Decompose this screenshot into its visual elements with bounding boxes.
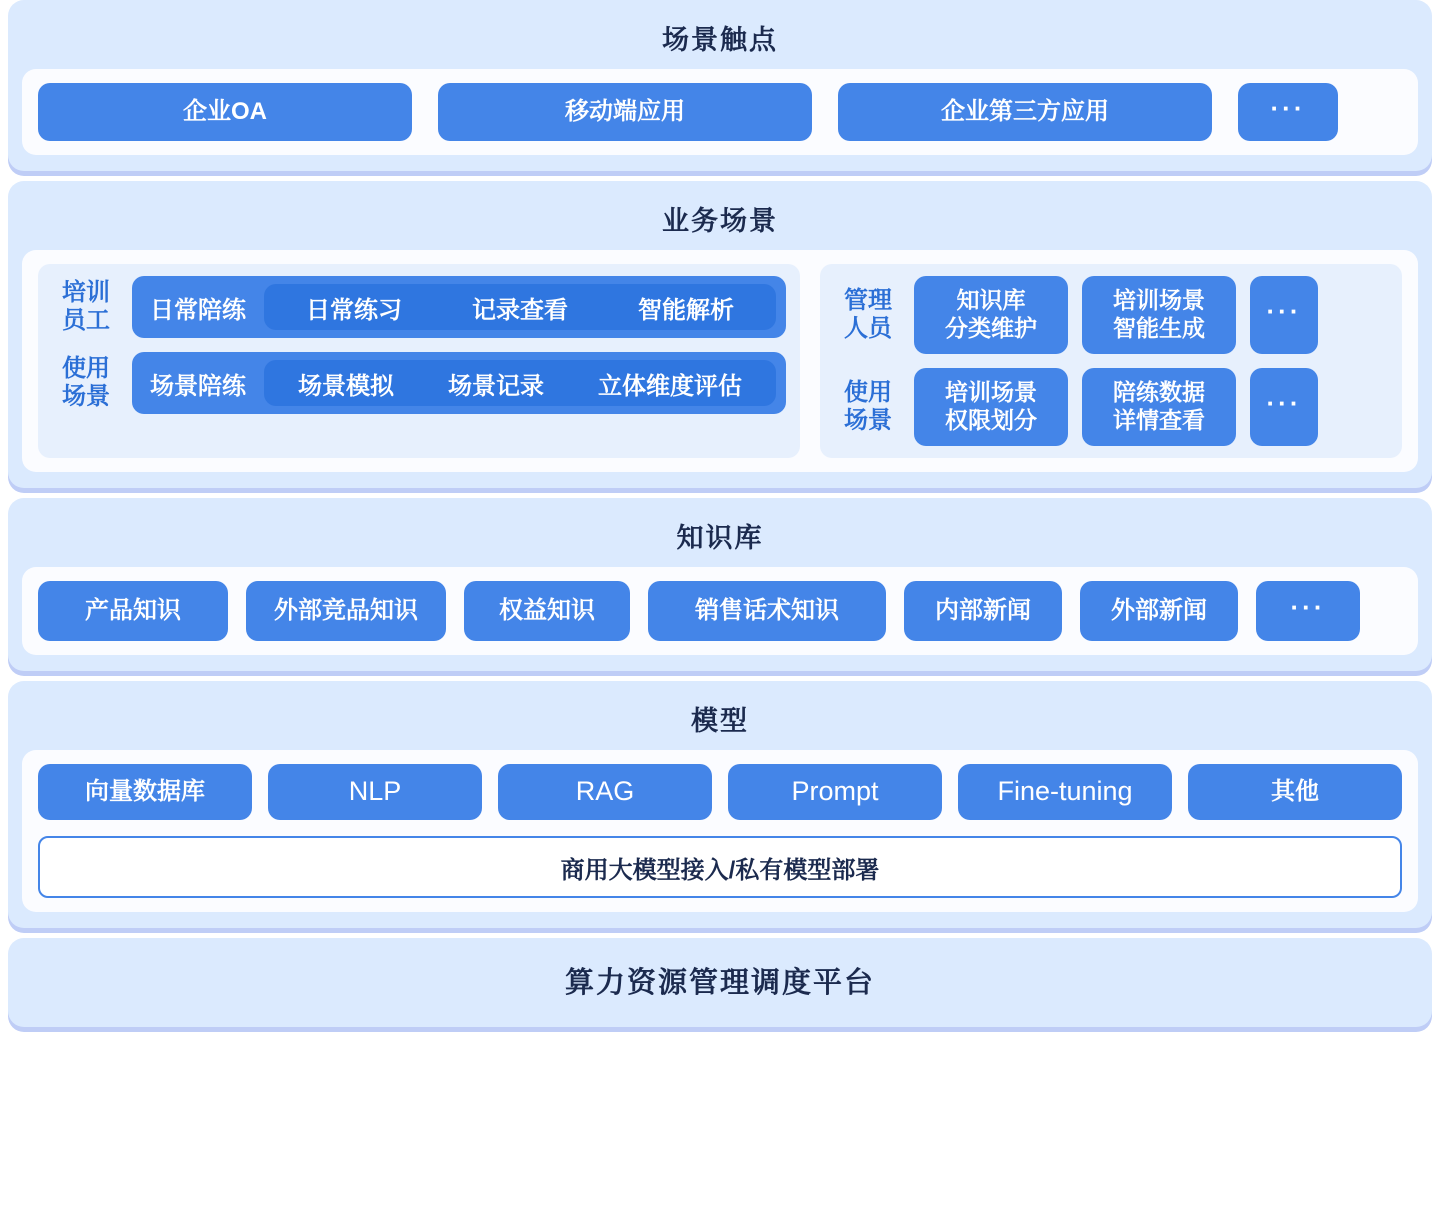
model-item-vector-db[interactable]: 向量数据库	[38, 764, 252, 820]
scene-label-usage-scene-right	[834, 368, 902, 446]
layer-title-compute-platform: 算力资源管理调度平台	[564, 967, 875, 999]
touchpoint-item-oa[interactable]: 企业OA	[38, 83, 412, 141]
kb-item-internal-news[interactable]: 内部新闻	[904, 581, 1062, 641]
model-item-prompt[interactable]: Prompt	[728, 764, 942, 820]
scene-label-line2: 场景	[844, 407, 892, 434]
usage-card-coach-data-detail[interactable]: 陪练数据 详情查看	[1082, 368, 1236, 446]
scene-label-line1: 培训	[62, 279, 110, 307]
scene-bar-subitems	[264, 284, 776, 330]
scene-label-line2: 场景	[62, 383, 110, 410]
usage-card-more[interactable]: ···	[1250, 368, 1318, 446]
scene-label-line1: 使用	[844, 379, 892, 407]
model-inner	[22, 750, 1418, 912]
kb-item-benefits[interactable]: 权益知识	[464, 581, 630, 641]
scene-subitem-daily-practice[interactable]: 日常练习	[306, 296, 402, 324]
scene-row-training-staff	[52, 276, 786, 338]
scene-label-line2: 人员	[844, 315, 892, 342]
layer-knowledge-base	[8, 498, 1432, 671]
scene-label-line1: 管理	[844, 287, 892, 315]
scene-bar-head: 日常陪练	[150, 296, 246, 324]
admin-card-more[interactable]: ···	[1250, 276, 1318, 354]
model-item-fine-tuning[interactable]: Fine-tuning	[958, 764, 1172, 820]
touchpoint-item-thirdparty[interactable]: 企业第三方应用	[838, 83, 1212, 141]
layer-model	[8, 681, 1432, 928]
scene-label-admin-staff	[834, 276, 902, 354]
model-deployment-note: 商用大模型接入/私有模型部署	[38, 836, 1402, 898]
scene-label-usage-scene-left	[52, 352, 120, 414]
model-item-other[interactable]: 其他	[1188, 764, 1402, 820]
kb-item-competitor[interactable]: 外部竞品知识	[246, 581, 446, 641]
touchpoints-inner	[22, 69, 1418, 155]
scene-column-training	[38, 264, 800, 458]
scene-label-line2: 员工	[62, 307, 110, 334]
admin-card-scene-generate[interactable]: 培训场景 智能生成	[1082, 276, 1236, 354]
scene-subitem-record-view[interactable]: 记录查看	[472, 296, 568, 324]
knowledge-base-row	[38, 581, 1402, 641]
layer-touchpoints	[8, 0, 1432, 171]
scene-bar-scene-coach[interactable]	[132, 352, 786, 414]
touchpoints-row	[38, 83, 1402, 141]
usage-card-scene-permission[interactable]: 培训场景 权限划分	[914, 368, 1068, 446]
scene-row-usage-scene-left	[52, 352, 786, 414]
layer-title-knowledge-base: 知识库	[676, 523, 764, 553]
kb-item-product[interactable]: 产品知识	[38, 581, 228, 641]
scene-column-admin	[820, 264, 1402, 458]
layer-title-model: 模型	[691, 706, 749, 736]
scene-subitem-scene-simulation[interactable]: 场景模拟	[298, 372, 394, 400]
scene-label-training-staff	[52, 276, 120, 338]
touchpoint-item-more[interactable]: ···	[1238, 83, 1338, 141]
model-item-rag[interactable]: RAG	[498, 764, 712, 820]
scene-bar-head: 场景陪练	[150, 372, 246, 400]
kb-item-sales-script[interactable]: 销售话术知识	[648, 581, 886, 641]
scene-subitem-smart-analysis[interactable]: 智能解析	[638, 296, 734, 324]
admin-cards-row	[914, 276, 1318, 354]
scene-bar-subitems	[264, 360, 776, 406]
business-scenes-inner	[22, 250, 1418, 472]
scene-label-line1: 使用	[62, 355, 110, 383]
scene-row-usage-scene-right	[834, 368, 1388, 446]
layer-compute-platform	[8, 938, 1432, 1027]
model-item-nlp[interactable]: NLP	[268, 764, 482, 820]
kb-item-external-news[interactable]: 外部新闻	[1080, 581, 1238, 641]
layer-title-business-scenes: 业务场景	[662, 206, 778, 236]
scene-subitem-multidim-eval[interactable]: 立体维度评估	[598, 372, 742, 400]
model-row	[38, 764, 1402, 820]
layer-business-scenes	[8, 181, 1432, 488]
scene-subitem-scene-record[interactable]: 场景记录	[448, 372, 544, 400]
knowledge-base-inner	[22, 567, 1418, 655]
business-scenes-columns	[38, 264, 1402, 458]
admin-card-kb-category[interactable]: 知识库 分类维护	[914, 276, 1068, 354]
scene-bar-daily-coach[interactable]	[132, 276, 786, 338]
touchpoint-item-mobile[interactable]: 移动端应用	[438, 83, 812, 141]
scene-row-admin-staff	[834, 276, 1388, 354]
layer-title-touchpoints: 场景触点	[662, 25, 778, 55]
usage-cards-row	[914, 368, 1318, 446]
kb-item-more[interactable]: ···	[1256, 581, 1360, 641]
